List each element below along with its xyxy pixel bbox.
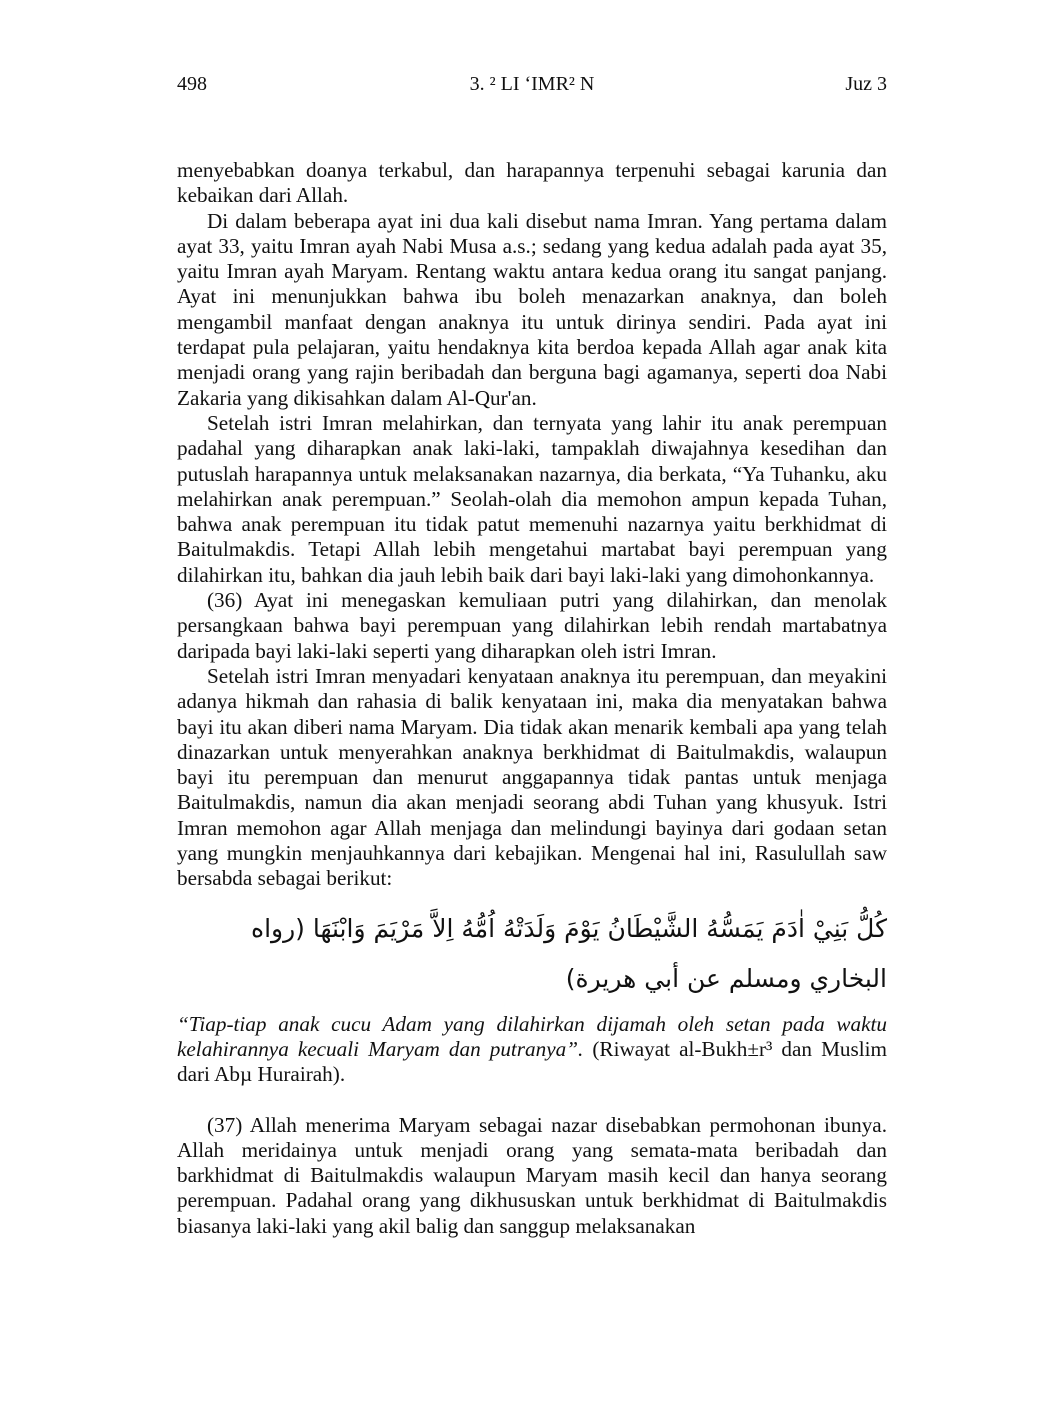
paragraph-gap — [177, 1088, 887, 1113]
paragraph-verse-37: (37) Allah menerima Maryam sebagai nazar disebabkan permohonan ibunya. Allah meridainya untuk menjadi orang yang semata-mata beribadah dan barkhidmat di Baitulmakdis walaupun Maryam masih kecil dan hanya seorang perempuan. Padahal orang yang dikhususkan untuk berkhidmat di Baitulmakdis biasanya laki-laki yang akil balig dan sanggup melaksanakan — [177, 1112, 887, 1238]
page-number: 498 — [177, 73, 207, 95]
paragraph-verse-36: (36) Ayat ini menegaskan kemuliaan putri yang dilahirkan, dan menolak persangkaan bahwa bayi perempuan yang dilahirkan lebih rendah martabatnya daripada bayi laki-laki seperti yang diharapkan oleh istri Imran. — [177, 588, 887, 663]
document-page — [177, 70, 887, 1239]
hadith-translation-source: (Riwayat al-Bukh±r³ dan Muslim dari Abµ Hurairah). — [177, 1036, 888, 1087]
page-header — [177, 70, 887, 102]
paragraph-imran-names: Di dalam beberapa ayat ini dua kali disebut nama Imran. Yang pertama dalam ayat 33, yaitu Imran ayah Nabi Musa a.s.; sedang yang kedua adalah pada ayat 35, yaitu Imran ayah Maryam. Rentang waktu antara kedua orang itu sangat panjang. Ayat ini menunjukkan bahwa ibu boleh menazarkan anaknya, dan boleh mengambil manfaat dengan anaknya itu untuk dirinya sendiri. Pada ayat ini terdapat pula pelajaran, yaitu hendaknya kita berdoa kepada Allah agar anak kita menjadi orang yang rajin beribadah dan berguna bagi agamanya, seperti doa Nabi Zakaria yang dikisahkan dalam Al-Qur'an. — [177, 208, 887, 410]
paragraph-naming-maryam: Setelah istri Imran menyadari kenyataan anaknya itu perempuan, dan meyakini adanya hikmah dan rahasia di balik kenyataan ini, maka dia menyatakan bahwa bayi itu akan diberi nama Maryam. Dia tidak akan menarik kembali apa yang telah dinazarkan untuk menyerahkan anaknya berkhidmat di Baitulmakdis, walaupun bayi itu perempuan dan menurut anggapannya tidak pantas untuk menjaga Baitulmakdis, namun dia akan menjadi seorang abdi Tuhan yang khusyuk. Istri Imran memohon agar Allah menjaga dan melindungi bayinya dari godaan setan yang mungkin menjauhkannya dari kebajikan. Mengenai hal ini, Rasulullah saw bersabda sebagai berikut: — [177, 663, 887, 891]
surah-title: 3. ² LI ‘IMR² N — [469, 73, 595, 95]
paragraph-continuation: menyebabkan doanya terkabul, dan harapannya terpenuhi sebagai karunia dan kebaikan dari Allah. — [177, 158, 887, 208]
body-text — [177, 158, 887, 1239]
paragraph-birth: Setelah istri Imran melahirkan, dan ternyata yang lahir itu anak perempuan padahal yang diharapkan anak laki-laki, tampaklah diwajahnya kesedihan dan putuslah harapannya untuk melaksanakan nazarnya, dia berkata, “Ya Tuhanku, aku melahirkan anak perempuan.” Seolah-olah dia memohon ampun kepada Tuhan, bahwa anak perempuan itu tidak patut memenuhi nazarnya yaitu berkhidmat di Baitulmakdis. Tetapi Allah lebih mengetahui martabat bayi perempuan yang dilahirkan itu, bahkan dia jauh lebih baik dari bayi laki-laki yang dimohonkannya. — [177, 410, 887, 587]
hadith-translation — [177, 1012, 887, 1088]
juz-label: Juz 3 — [845, 73, 887, 95]
hadith-arabic-text: كُلُّ بَنِيْ اٰدَمَ يَمَسُّهُ الشَّيْطَانُ يَوْمَ وَلَدَتْهُ اُمُّهُ اِلاَّ مَرْيَمَ وَابْنَهَا (رواه البخاري ومسلم عن أبي هريرة) — [250, 913, 887, 993]
hadith-translation-italic: “Tiap-tiap anak cucu Adam yang dilahirkan dijamah oleh setan pada waktu kelahirannya kecuali Maryam dan putranya”. — [177, 1011, 887, 1061]
